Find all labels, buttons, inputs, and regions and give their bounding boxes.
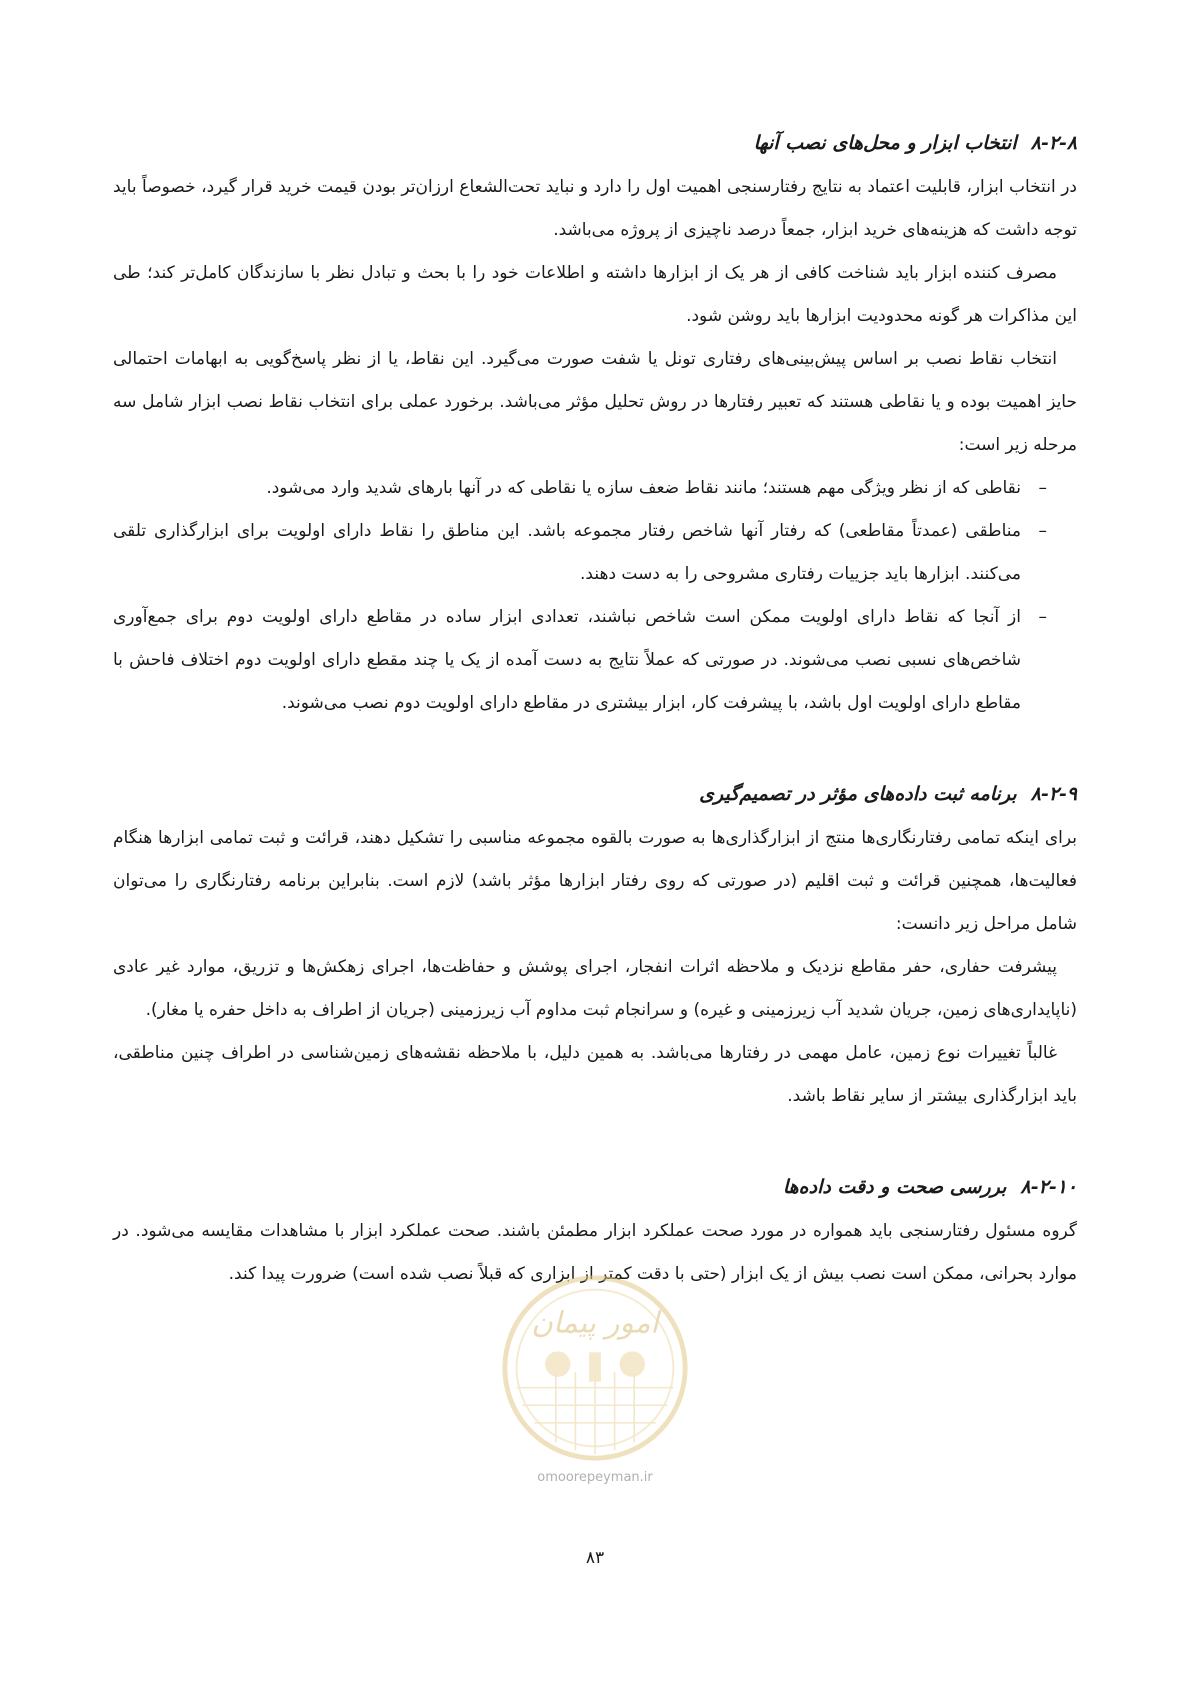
bullet-list xyxy=(113,467,1077,725)
list-item-text: نقاطی که از نظر ویژگی مهم هستند؛ مانند نقاط ضعف سازه یا نقاطی که در آنها بارهای شدید وارد می‌شود. xyxy=(266,478,1021,498)
section-heading xyxy=(113,779,1077,809)
section-number: ۸-۲-۸ xyxy=(1030,132,1077,154)
page-number: ۸۳ xyxy=(585,1548,605,1568)
bullet-dash: – xyxy=(1038,478,1047,498)
section-number: ۸-۲-۹ xyxy=(1030,783,1077,805)
section-number: ۸-۲-۱۰ xyxy=(1020,1176,1077,1198)
paragraph: غالباً تغییرات نوع زمین، عامل مهمی در رفتارها می‌باشد. به همین دلیل، با ملاحظه نقشه‌های زمین‌شناسی در اطراف چنین مناطقی، باید ابزارگذاری بیشتر از سایر نقاط باشد. xyxy=(113,1043,1077,1106)
watermark-logo xyxy=(497,1270,693,1466)
paragraph: مصرف کننده ابزار باید شناخت کافی از هر یک از ابزارها داشته و اطلاعات خود را با بحث و تبادل نظر با سازندگان کامل‌تر کند؛ طی این مذاکرات هر گونه محدودیت ابزارها باید روشن شود. xyxy=(113,263,1077,326)
watermark-logo-text: امور پیمان xyxy=(531,1305,659,1340)
paragraph: پیشرفت حفاری، حفر مقاطع نزدیک و ملاحظه اثرات انفجار، اجرای پوشش و حفاظت‌ها، اجرای زهکش‌ها و تزریق، موارد غیر عادی (ناپایداری‌های زمین، جریان شدید آب زیرزمینی و غیره) و سرانجام ثبت مداوم آب زیرزمینی (جریان از اطراف به داخل حفره یا مغار). xyxy=(113,957,1077,1020)
section-title: بررسی صحت و دقت داده‌ها xyxy=(782,1176,1007,1198)
bullet-dash: – xyxy=(1038,521,1047,541)
section-heading xyxy=(113,128,1077,158)
list-item xyxy=(113,596,1047,725)
section-data-recording xyxy=(113,779,1077,1118)
section-title: برنامه ثبت داده‌های مؤثر در تصمیم‌گیری xyxy=(699,783,1017,805)
paragraph: انتخاب نقاط نصب بر اساس پیش‌بینی‌های رفتاری تونل یا شفت صورت می‌گیرد. این نقاط، یا از نظر پاسخ‌گویی به ابهامات احتمالی حایز اهمیت بوده و یا نقاطی هستند که تعبیر رفتارها در روش تحلیل مؤثر می‌باشد. برخورد عملی برای انتخاب نقاط نصب ابزار شامل سه مرحله زیر است: xyxy=(113,349,1077,455)
bullet-dash: – xyxy=(1038,607,1047,627)
watermark-url: omoorepeyman.ir xyxy=(537,1470,653,1485)
list-item-text: از آنجا که نقاط دارای اولویت ممکن است شاخص نباشند، تعدادی ابزار ساده در مقاطع دارای اولویت دوم برای جمع‌آوری شاخص‌های نسبی نصب می‌شوند. در صورتی که عملاً نتایج به دست آمده از یک یا چند مقطع دارای اولویت دوم اختلاف فاحش با مقاطع دارای اولویت اول باشد، با پیشرفت کار، ابزار بیشتری در مقاطع دارای اولویت دوم نصب می‌شوند. xyxy=(113,607,1021,713)
paragraph: برای اینکه تمامی رفتارنگاری‌ها منتج از ابزارگذاری‌ها به صورت بالقوه مجموعه مناسبی را تشکیل دهند، قرائت و ثبت تمامی ابزارها هنگام فعالیت‌ها، همچنین قرائت و ثبت اقلیم (در صورتی که روی رفتار ابزارها مؤثر باشد) لازم است. بنابراین برنامه رفتارنگاری را می‌توان شامل مراحل زیر دانست: xyxy=(113,828,1077,934)
page-content xyxy=(113,128,1077,1350)
section-tool-selection xyxy=(113,128,1077,725)
section-heading xyxy=(113,1172,1077,1202)
list-item xyxy=(113,467,1047,510)
section-title: انتخاب ابزار و محل‌های نصب آنها xyxy=(753,132,1017,154)
paragraph: گروه مسئول رفتارسنجی باید همواره در مورد صحت عملکرد ابزار مطمئن باشند. صحت عملکرد ابزار با مشاهدات مقایسه می‌شود. در موارد بحرانی، ممکن است نصب بیش از یک ابزار (حتی با دقت کمتر از ابزاری که قبلاً نصب شده است) ضرورت پیدا کند. xyxy=(113,1221,1077,1284)
paragraph: در انتخاب ابزار، قابلیت اعتماد به نتایج رفتارسنجی اهمیت اول را دارد و نباید تحت‌الشعاع ارزان‌تر بودن قیمت خرید قرار گیرد، خصوصاً باید توجه داشت که هزینه‌های خرید ابزار، جمعاً درصد ناچیزی از پروژه می‌باشد. xyxy=(113,177,1077,240)
list-item xyxy=(113,510,1047,596)
list-item-text: مناطقی (عمدتاً مقاطعی) که رفتار آنها شاخص رفتار مجموعه باشد. این مناطق را نقاط دارای اولویت برای ابزارگذاری تلقی می‌کنند. ابزارها باید جزییات رفتاری مشروحی را به دست دهند. xyxy=(113,521,1021,584)
